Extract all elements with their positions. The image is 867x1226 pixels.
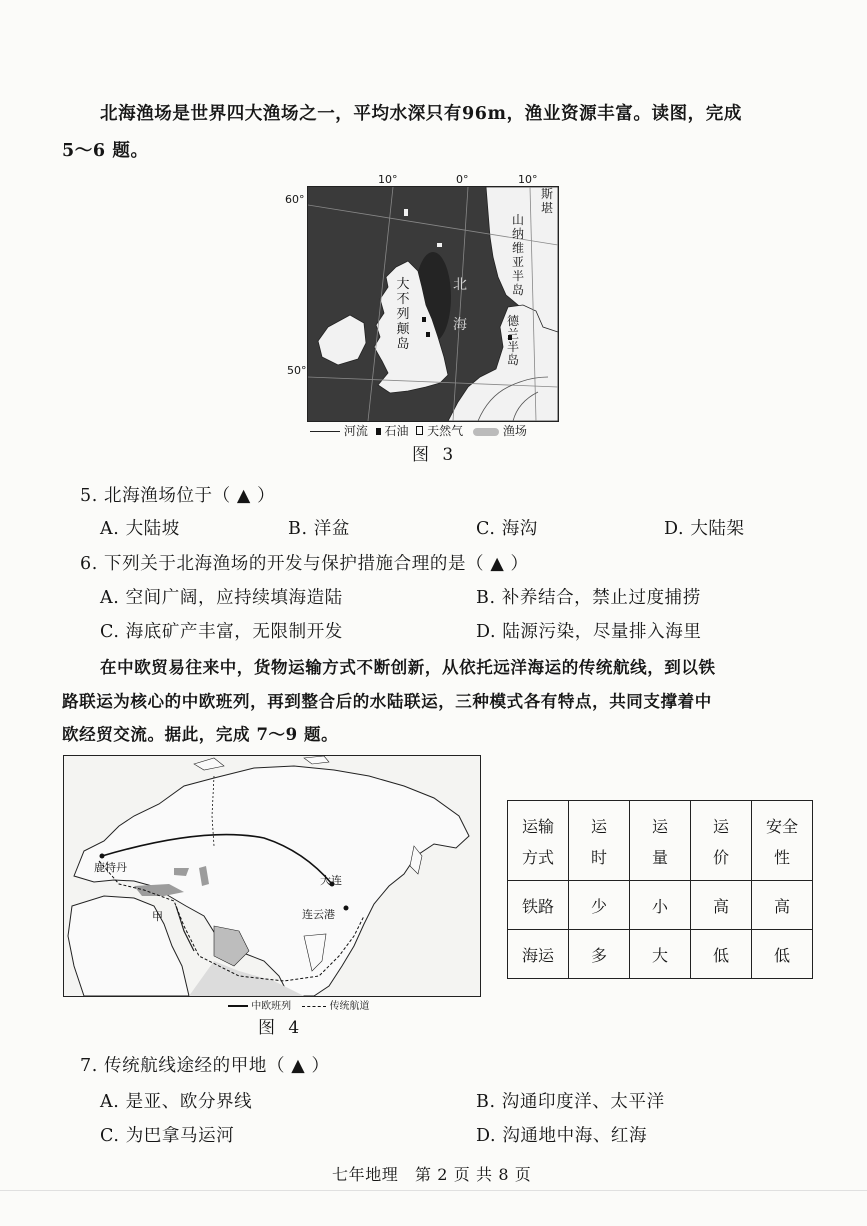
lon-label-0: 0°	[456, 173, 469, 186]
q6-option-c: C. 海底矿产丰富，无限制开发	[100, 622, 343, 642]
table-cell: 低	[752, 930, 813, 979]
jutland-char: 德	[506, 314, 519, 328]
page-footer: 七年地理 第 2 页 共 8 页	[332, 1165, 532, 1184]
header-cell	[752, 801, 813, 881]
lat-label-60: 60°	[285, 193, 305, 206]
table-cell: 海运	[508, 930, 569, 979]
figure4-legend	[228, 997, 370, 1012]
header-cell	[569, 801, 630, 881]
intro-1-line-1: 北海渔场是世界四大渔场之一，平均水深只有96m，渔业资源丰富。读图，完成	[100, 104, 742, 124]
q6-option-b: B. 补养结合，禁止过度捕捞	[476, 588, 701, 608]
oil-legend-icon	[376, 428, 381, 435]
rail-legend-label: 中欧班列	[251, 1001, 292, 1012]
label-scandinavia-a	[540, 187, 554, 215]
lat-label-50: 50°	[287, 364, 307, 377]
lon-label-10e: 10°	[518, 173, 538, 186]
gas-legend-label: 天然气	[427, 424, 464, 438]
header-cell	[691, 801, 752, 881]
intro-2-line-2: 路联运为核心的中欧班列，再到整合后的水陆联运，三种模式各有特点，共同支撑着中	[62, 692, 712, 711]
britain-char: 列	[396, 307, 410, 322]
header-text: 性	[773, 847, 790, 867]
figure4-caption: 图 4	[258, 1018, 304, 1038]
header-cell	[630, 801, 691, 881]
sea-legend-icon	[302, 1006, 326, 1007]
gas-legend-icon	[416, 426, 423, 435]
transport-comparison-table	[507, 800, 813, 979]
header-text: 量	[651, 847, 668, 867]
lon-label-10w: 10°	[378, 173, 398, 186]
table-header-row	[508, 801, 813, 881]
label-lianyungang: 连云港	[302, 908, 335, 921]
label-north-sea	[453, 265, 467, 345]
scandinavia-char: 岛	[511, 283, 524, 297]
label-britain	[396, 277, 410, 352]
eurasia-route-map-graphic	[64, 756, 480, 996]
table-cell: 低	[691, 930, 752, 979]
q7-option-b: B. 沟通印度洋、太平洋	[476, 1092, 665, 1112]
q7-option-a: A. 是亚、欧分界线	[100, 1092, 253, 1112]
sea-legend-label: 传统航道	[329, 1001, 370, 1012]
q6-option-a: A. 空间广阔，应持续填海造陆	[100, 588, 343, 608]
q6-option-d: D. 陆源污染，尽量排入海里	[476, 622, 702, 642]
intro-1-line-2: 5～6 题。	[62, 141, 149, 161]
q5-option-b: B. 洋盆	[288, 519, 350, 539]
q7-option-d: D. 沟通地中海、红海	[476, 1126, 648, 1146]
q5-option-a: A. 大陆坡	[100, 519, 180, 539]
table-row	[508, 930, 813, 979]
scandinavia-char: 山	[511, 213, 524, 227]
table-cell: 少	[569, 881, 630, 930]
eurasia-route-map	[63, 755, 481, 997]
label-jutland	[506, 315, 520, 367]
header-text: 运	[651, 816, 668, 836]
river-legend-label: 河流	[343, 424, 368, 438]
north-sea-map	[307, 186, 559, 422]
figure3-legend	[310, 422, 527, 439]
jutland-char: 岛	[506, 353, 519, 367]
britain-char: 岛	[396, 337, 410, 352]
table-cell: 小	[630, 881, 691, 930]
river-legend-icon	[310, 431, 340, 432]
britain-char: 大	[396, 277, 410, 292]
intro-2-line-3: 欧经贸交流。据此，完成 7～9 题。	[62, 725, 339, 744]
label-dalian: 大连	[320, 874, 342, 887]
q5-option-d: D. 大陆架	[664, 519, 745, 539]
north-sea-char: 海	[453, 317, 467, 333]
q5-stem: 5. 北海渔场位于（ ▲ ）	[80, 486, 276, 506]
header-text: 价	[712, 847, 729, 867]
scandinavia-char: 维	[511, 241, 524, 255]
fishery-legend-icon	[473, 428, 499, 436]
north-sea-char: 北	[453, 277, 467, 293]
header-text: 时	[590, 847, 607, 867]
jutland-char: 半	[506, 340, 519, 354]
header-text: 运	[590, 816, 607, 836]
table-cell: 大	[630, 930, 691, 979]
label-jia: 甲	[152, 910, 163, 923]
label-rotterdam: 鹿特丹	[94, 861, 127, 874]
table-cell: 铁路	[508, 881, 569, 930]
scandinavia-char: 亚	[511, 255, 524, 269]
header-text: 安全	[765, 816, 798, 836]
header-cell	[508, 801, 569, 881]
table-cell: 高	[691, 881, 752, 930]
scandinavia-char: 半	[511, 269, 524, 283]
intro-2-line-1: 在中欧贸易往来中，货物运输方式不断创新，从依托远洋海运的传统航线，到以铁	[100, 658, 716, 677]
rail-legend-icon	[228, 1005, 248, 1007]
footer-divider	[0, 1190, 867, 1191]
header-text: 方式	[521, 847, 554, 867]
header-text: 运	[712, 816, 729, 836]
scandinavia-char: 堪	[540, 201, 553, 215]
table-row	[508, 881, 813, 930]
britain-char: 不	[396, 292, 410, 307]
figure3-caption: 图 3	[412, 445, 458, 465]
scandinavia-char: 斯	[540, 187, 553, 201]
table-cell: 多	[569, 930, 630, 979]
table-cell: 高	[752, 881, 813, 930]
q7-option-c: C. 为巴拿马运河	[100, 1126, 235, 1146]
scandinavia-char: 纳	[511, 227, 524, 241]
q5-option-c: C. 海沟	[476, 519, 538, 539]
britain-char: 颠	[396, 322, 410, 337]
q7-stem: 7. 传统航线途经的甲地（ ▲ ）	[80, 1056, 330, 1076]
header-text: 运输	[521, 816, 554, 836]
fishery-legend-label: 渔场	[502, 424, 527, 438]
jutland-char: 兰	[506, 327, 519, 341]
q6-stem: 6. 下列关于北海渔场的开发与保护措施合理的是（ ▲ ）	[80, 554, 529, 574]
oil-legend-label: 石油	[384, 424, 409, 438]
label-scandinavia-b	[511, 213, 525, 297]
